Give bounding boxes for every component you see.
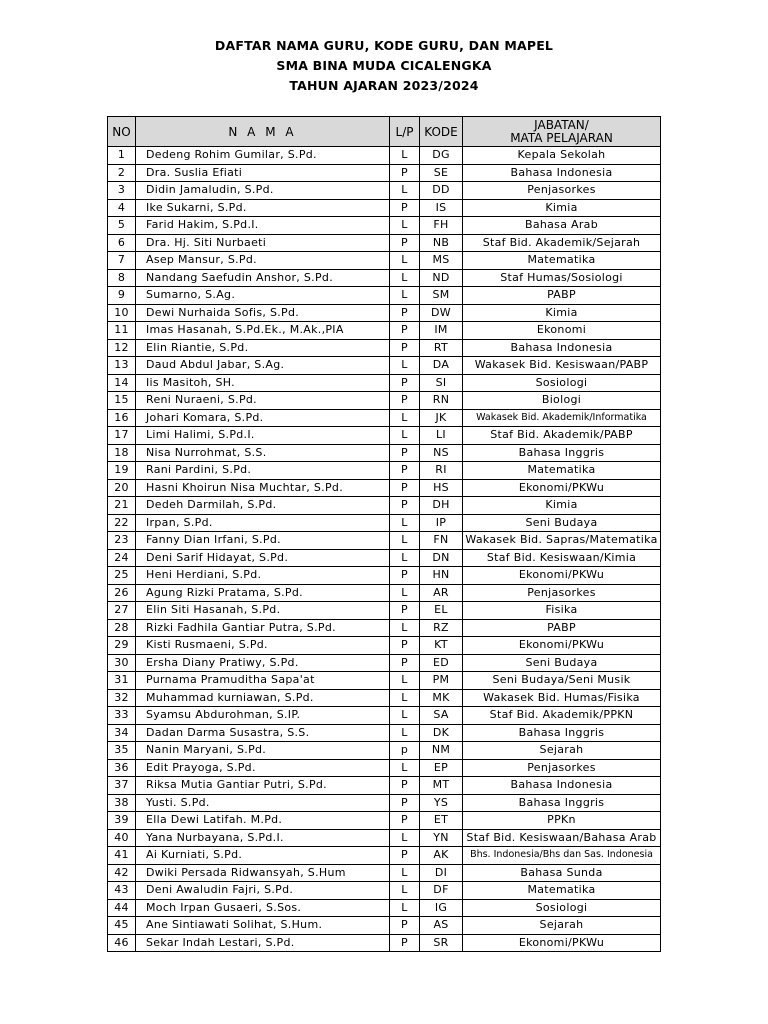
cell-kode: DD [420,182,463,200]
cell-no: 16 [108,409,136,427]
table-row [108,812,661,830]
cell-no: 13 [108,357,136,375]
cell-kode: LI [420,427,463,445]
cell-kode: SE [420,164,463,182]
cell-lp: L [390,147,420,165]
cell-nama: Hasni Khoirun Nisa Muchtar, S.Pd. [136,479,390,497]
cell-no: 3 [108,182,136,200]
cell-lp: P [390,164,420,182]
cell-nama: Dadan Darma Susastra, S.S. [136,724,390,742]
header-no: NO [108,117,136,147]
cell-nama: Deni Sarif Hidayat, S.Pd. [136,549,390,567]
cell-kode: DK [420,724,463,742]
cell-nama: Elin Riantie, S.Pd. [136,339,390,357]
cell-nama: Johari Komara, S.Pd. [136,409,390,427]
header-jabatan [463,117,661,147]
cell-no: 42 [108,864,136,882]
table-row [108,409,661,427]
table-row [108,602,661,620]
cell-no: 10 [108,304,136,322]
cell-jabatan: Bahasa Indonesia [463,339,661,357]
cell-nama: Syamsu Abdurohman, S.IP. [136,707,390,725]
cell-kode: IS [420,199,463,217]
cell-lp: L [390,829,420,847]
table-row [108,829,661,847]
cell-jabatan: Ekonomi/PKWu [463,479,661,497]
cell-jabatan: Sosiologi [463,374,661,392]
cell-nama: Nanin Maryani, S.Pd. [136,742,390,760]
cell-lp: P [390,602,420,620]
cell-kode: DI [420,864,463,882]
cell-lp: P [390,444,420,462]
cell-no: 27 [108,602,136,620]
cell-jabatan: Matematika [463,462,661,480]
cell-no: 39 [108,812,136,830]
cell-kode: EP [420,759,463,777]
cell-no: 19 [108,462,136,480]
cell-lp: L [390,672,420,690]
cell-no: 5 [108,217,136,235]
cell-jabatan: Sejarah [463,742,661,760]
cell-jabatan: Matematika [463,882,661,900]
cell-no: 41 [108,847,136,865]
header-lp: L/P [390,117,420,147]
cell-kode: NS [420,444,463,462]
cell-nama: Agung Rizki Pratama, S.Pd. [136,584,390,602]
cell-lp: L [390,182,420,200]
cell-lp: L [390,427,420,445]
cell-jabatan: Staf Bid. Akademik/PPKN [463,707,661,725]
cell-lp: L [390,549,420,567]
cell-no: 30 [108,654,136,672]
cell-nama: Ane Sintiawati Solihat, S.Hum. [136,917,390,935]
cell-lp: P [390,339,420,357]
cell-lp: P [390,917,420,935]
cell-jabatan: Bahasa Sunda [463,864,661,882]
cell-lp: L [390,689,420,707]
table-row [108,497,661,515]
table-row [108,339,661,357]
table-header-row [108,117,661,147]
table-row [108,269,661,287]
cell-nama: Farid Hakim, S.Pd.I. [136,217,390,235]
cell-no: 18 [108,444,136,462]
table-row [108,882,661,900]
table-row [108,934,661,952]
cell-kode: MS [420,252,463,270]
cell-jabatan: Wakasek Bid. Kesiswaan/PABP [463,357,661,375]
table-row [108,322,661,340]
cell-jabatan: Ekonomi/PKWu [463,637,661,655]
cell-jabatan: Matematika [463,252,661,270]
cell-jabatan: Sejarah [463,917,661,935]
cell-jabatan: Wakasek Bid. Sapras/Matematika [463,532,661,550]
cell-jabatan: Staf Bid. Kesiswaan/Kimia [463,549,661,567]
cell-jabatan: Bahasa Indonesia [463,777,661,795]
table-row [108,864,661,882]
table-row [108,707,661,725]
cell-lp: L [390,724,420,742]
cell-kode: PM [420,672,463,690]
cell-lp: P [390,304,420,322]
cell-jabatan: Staf Bid. Akademik/Sejarah [463,234,661,252]
cell-lp: P [390,847,420,865]
cell-nama: Dewi Nurhaida Sofis, S.Pd. [136,304,390,322]
cell-jabatan: Kimia [463,199,661,217]
cell-lp: P [390,374,420,392]
cell-nama: Sumarno, S.Ag. [136,287,390,305]
cell-lp: P [390,934,420,952]
cell-jabatan: Penjasorkes [463,584,661,602]
table-row [108,182,661,200]
cell-lp: L [390,514,420,532]
cell-nama: Edit Prayoga, S.Pd. [136,759,390,777]
cell-nama: Irpan, S.Pd. [136,514,390,532]
table-row [108,374,661,392]
header-nama: N A M A [136,117,390,147]
table-row [108,794,661,812]
cell-no: 36 [108,759,136,777]
cell-kode: JK [420,409,463,427]
cell-no: 9 [108,287,136,305]
cell-no: 46 [108,934,136,952]
cell-no: 35 [108,742,136,760]
cell-lp: L [390,759,420,777]
cell-nama: Nisa Nurrohmat, S.S. [136,444,390,462]
cell-jabatan: Ekonomi/PKWu [463,934,661,952]
table-row [108,234,661,252]
cell-nama: Yana Nurbayana, S.Pd.I. [136,829,390,847]
cell-no: 24 [108,549,136,567]
cell-lp: L [390,882,420,900]
cell-lp: P [390,497,420,515]
cell-lp: L [390,864,420,882]
cell-no: 37 [108,777,136,795]
table-row [108,619,661,637]
cell-no: 34 [108,724,136,742]
table-row [108,199,661,217]
cell-no: 32 [108,689,136,707]
cell-no: 6 [108,234,136,252]
table-row [108,252,661,270]
cell-lp: P [390,234,420,252]
cell-no: 4 [108,199,136,217]
cell-kode: AK [420,847,463,865]
cell-nama: Moch Irpan Gusaeri, S.Sos. [136,899,390,917]
cell-no: 43 [108,882,136,900]
cell-jabatan: Penjasorkes [463,759,661,777]
table-row [108,899,661,917]
table-row [108,462,661,480]
cell-kode: IM [420,322,463,340]
cell-jabatan: Bahasa Inggris [463,444,661,462]
cell-lp: L [390,269,420,287]
cell-nama: Sekar Indah Lestari, S.Pd. [136,934,390,952]
cell-kode: HN [420,567,463,585]
cell-jabatan: Bahasa Inggris [463,724,661,742]
cell-lp: L [390,584,420,602]
cell-kode: RI [420,462,463,480]
table-row [108,514,661,532]
cell-nama: Kisti Rusmaeni, S.Pd. [136,637,390,655]
cell-jabatan: Bahasa Arab [463,217,661,235]
cell-lp: P [390,567,420,585]
cell-lp: L [390,707,420,725]
cell-kode: FH [420,217,463,235]
cell-jabatan: Sosiologi [463,899,661,917]
cell-lp: L [390,899,420,917]
cell-no: 12 [108,339,136,357]
cell-no: 40 [108,829,136,847]
cell-no: 26 [108,584,136,602]
table-row [108,672,661,690]
cell-kode: FN [420,532,463,550]
cell-no: 7 [108,252,136,270]
table-row [108,584,661,602]
table-row [108,689,661,707]
table-row [108,549,661,567]
cell-nama: Rizki Fadhila Gantiar Putra, S.Pd. [136,619,390,637]
cell-nama: Imas Hasanah, S.Pd.Ek., M.Ak.,PIA [136,322,390,340]
cell-no: 23 [108,532,136,550]
cell-no: 28 [108,619,136,637]
cell-nama: Heni Herdiani, S.Pd. [136,567,390,585]
cell-nama: Dwiki Persada Ridwansyah, S.Hum [136,864,390,882]
cell-kode: DH [420,497,463,515]
cell-nama: Dedeh Darmilah, S.Pd. [136,497,390,515]
cell-lp: P [390,654,420,672]
cell-nama: Reni Nuraeni, S.Pd. [136,392,390,410]
cell-no: 14 [108,374,136,392]
table-row [108,217,661,235]
cell-jabatan: Seni Budaya/Seni Musik [463,672,661,690]
cell-nama: Dra. Hj. Siti Nurbaeti [136,234,390,252]
header-jabatan-line2: MATA PELAJARAN [510,130,613,145]
cell-kode: IG [420,899,463,917]
cell-jabatan: Kimia [463,497,661,515]
table-row [108,427,661,445]
cell-kode: IP [420,514,463,532]
cell-lp: P [390,392,420,410]
table-row [108,637,661,655]
cell-lp: L [390,619,420,637]
table-row [108,304,661,322]
header-kode: KODE [420,117,463,147]
cell-nama: Riksa Mutia Gantiar Putri, S.Pd. [136,777,390,795]
cell-jabatan: Staf Bid. Kesiswaan/Bahasa Arab [463,829,661,847]
cell-no: 17 [108,427,136,445]
cell-nama: Ella Dewi Latifah. M.Pd. [136,812,390,830]
cell-no: 21 [108,497,136,515]
cell-no: 38 [108,794,136,812]
cell-nama: Didin Jamaludin, S.Pd. [136,182,390,200]
cell-jabatan: Seni Budaya [463,654,661,672]
cell-nama: Nandang Saefudin Anshor, S.Pd. [136,269,390,287]
cell-jabatan: Staf Humas/Sosiologi [463,269,661,287]
cell-kode: KT [420,637,463,655]
cell-jabatan: Wakasek Bid. Humas/Fisika [463,689,661,707]
cell-nama: Yusti. S.Pd. [136,794,390,812]
cell-nama: Elin Siti Hasanah, S.Pd. [136,602,390,620]
cell-lp: P [390,777,420,795]
cell-kode: RZ [420,619,463,637]
cell-no: 15 [108,392,136,410]
cell-lp: L [390,252,420,270]
cell-kode: SR [420,934,463,952]
cell-kode: DF [420,882,463,900]
header-jabatan-line1: JABATAN/ [534,117,589,132]
cell-nama: Rani Pardini, S.Pd. [136,462,390,480]
cell-no: 1 [108,147,136,165]
cell-jabatan: Bhs. Indonesia/Bhs dan Sas. Indonesia [463,847,661,865]
table-row [108,654,661,672]
cell-jabatan: Ekonomi [463,322,661,340]
cell-nama: Purnama Pramuditha Sapa'at [136,672,390,690]
cell-nama: Ersha Diany Pratiwy, S.Pd. [136,654,390,672]
cell-kode: ND [420,269,463,287]
cell-no: 8 [108,269,136,287]
cell-jabatan: Biologi [463,392,661,410]
table-row [108,847,661,865]
table-row [108,724,661,742]
cell-lp: p [390,742,420,760]
cell-kode: RT [420,339,463,357]
cell-nama: Muhammad kurniawan, S.Pd. [136,689,390,707]
cell-jabatan: Ekonomi/PKWu [463,567,661,585]
cell-nama: Dedeng Rohim Gumilar, S.Pd. [136,147,390,165]
table-row [108,444,661,462]
cell-no: 45 [108,917,136,935]
cell-lp: L [390,357,420,375]
cell-kode: DA [420,357,463,375]
cell-jabatan: Wakasek Bid. Akademik/Informatika [463,409,661,427]
cell-no: 44 [108,899,136,917]
cell-kode: ET [420,812,463,830]
cell-kode: MK [420,689,463,707]
cell-nama: Ai Kurniati, S.Pd. [136,847,390,865]
cell-no: 25 [108,567,136,585]
cell-kode: SM [420,287,463,305]
table-row [108,777,661,795]
cell-kode: YN [420,829,463,847]
cell-lp: P [390,322,420,340]
cell-lp: L [390,409,420,427]
cell-kode: NM [420,742,463,760]
cell-kode: ED [420,654,463,672]
title-line-3: TAHUN AJARAN 2023/2024 [289,78,479,93]
cell-nama: Dra. Suslia Efiati [136,164,390,182]
cell-lp: P [390,637,420,655]
cell-lp: L [390,532,420,550]
cell-kode: RN [420,392,463,410]
cell-nama: Fanny Dian Irfani, S.Pd. [136,532,390,550]
cell-kode: DW [420,304,463,322]
cell-no: 20 [108,479,136,497]
cell-no: 31 [108,672,136,690]
table-row [108,759,661,777]
cell-no: 22 [108,514,136,532]
cell-no: 2 [108,164,136,182]
table-row [108,357,661,375]
cell-nama: Ike Sukarni, S.Pd. [136,199,390,217]
table-row [108,532,661,550]
cell-nama: Iis Masitoh, SH. [136,374,390,392]
cell-lp: P [390,479,420,497]
cell-kode: NB [420,234,463,252]
cell-no: 29 [108,637,136,655]
cell-nama: Deni Awaludin Fajri, S.Pd. [136,882,390,900]
cell-jabatan: Kepala Sekolah [463,147,661,165]
cell-jabatan: Penjasorkes [463,182,661,200]
cell-kode: HS [420,479,463,497]
cell-jabatan: PABP [463,619,661,637]
document-title [0,36,768,96]
cell-no: 11 [108,322,136,340]
cell-jabatan: Fisika [463,602,661,620]
cell-lp: P [390,199,420,217]
table-body [108,147,661,952]
cell-kode: AR [420,584,463,602]
cell-jabatan: PPKn [463,812,661,830]
table-row [108,917,661,935]
cell-jabatan: Staf Bid. Akademik/PABP [463,427,661,445]
cell-jabatan: Bahasa Indonesia [463,164,661,182]
cell-kode: AS [420,917,463,935]
cell-no: 33 [108,707,136,725]
table-row [108,742,661,760]
cell-kode: DG [420,147,463,165]
cell-lp: P [390,462,420,480]
cell-lp: P [390,794,420,812]
cell-kode: SA [420,707,463,725]
cell-kode: YS [420,794,463,812]
cell-nama: Daud Abdul Jabar, S.Ag. [136,357,390,375]
cell-nama: Asep Mansur, S.Pd. [136,252,390,270]
cell-jabatan: PABP [463,287,661,305]
cell-kode: SI [420,374,463,392]
cell-jabatan: Bahasa Inggris [463,794,661,812]
cell-lp: L [390,217,420,235]
title-line-2: SMA BINA MUDA CICALENGKA [276,58,492,73]
cell-jabatan: Kimia [463,304,661,322]
table-row [108,164,661,182]
table-row [108,567,661,585]
cell-kode: EL [420,602,463,620]
cell-lp: P [390,812,420,830]
cell-lp: L [390,287,420,305]
title-line-1: DAFTAR NAMA GURU, KODE GURU, DAN MAPEL [214,38,554,53]
teacher-table [107,116,661,952]
table-row [108,392,661,410]
cell-kode: DN [420,549,463,567]
table-row [108,479,661,497]
cell-kode: MT [420,777,463,795]
table-row [108,287,661,305]
cell-jabatan: Seni Budaya [463,514,661,532]
table-row [108,147,661,165]
cell-nama: Limi Halimi, S.Pd.I. [136,427,390,445]
